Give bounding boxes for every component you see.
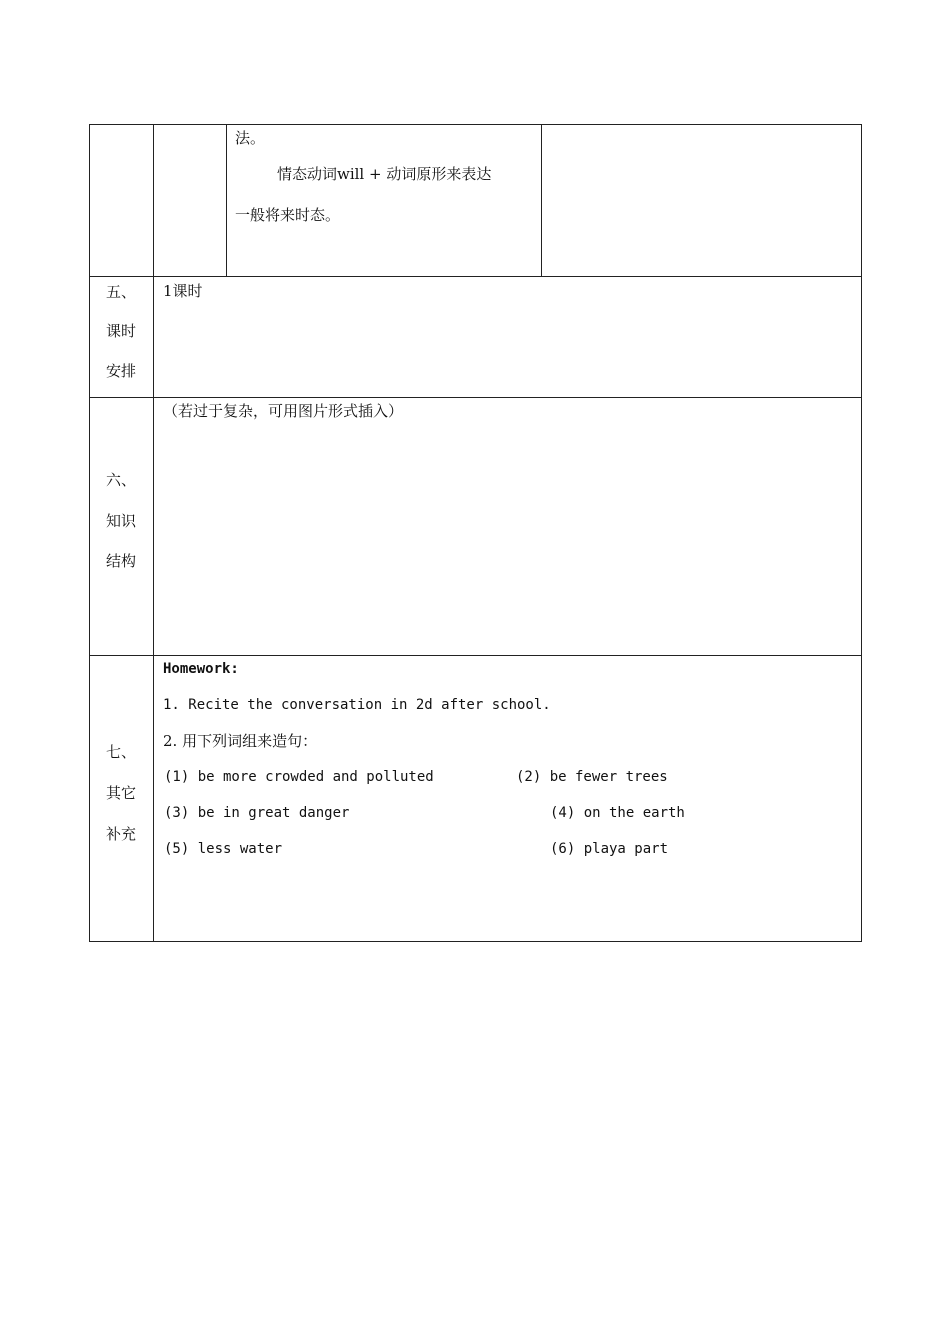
row6-label-1: 六、 — [106, 471, 137, 489]
column-divider-3 — [541, 124, 542, 276]
phrase-2: (2) be fewer trees — [516, 769, 668, 785]
homework-item-1: 1. Recite the conversation in 2d after school. — [163, 697, 551, 713]
method-text-line-3: 一般将来时态。 — [235, 206, 341, 224]
homework-item-2: 2. 用下列词组来造句： — [163, 732, 318, 750]
column-divider-1 — [153, 124, 154, 942]
row7-label-3: 补充 — [106, 825, 137, 843]
phrase-1: (1) be more crowded and polluted — [164, 769, 434, 785]
table-border-right — [861, 124, 862, 942]
table-border-left — [89, 124, 90, 942]
method-text-line-1: 法。 — [235, 129, 266, 147]
phrase-5: (5) less water — [164, 841, 283, 857]
phrase-3: (3) be in great danger — [164, 805, 350, 821]
method-text-line-2: 情态动词will + 动词原形来表达 — [277, 165, 492, 183]
row5-label-3: 安排 — [106, 362, 137, 380]
row-divider-5 — [89, 276, 862, 277]
row6-label-3: 结构 — [106, 552, 137, 570]
phrase-4: (4) on the earth — [550, 805, 685, 821]
knowledge-structure-note: （若过于复杂，可用图片形式插入） — [163, 402, 404, 420]
row5-label-1: 五、 — [106, 283, 137, 301]
column-divider-2 — [226, 124, 227, 276]
row5-label-2: 课时 — [106, 322, 137, 340]
homework-title: Homework: — [163, 661, 239, 677]
table-border-top — [89, 124, 862, 125]
row-divider-7 — [89, 655, 862, 656]
phrase-6: (6) playa part — [550, 841, 669, 857]
row-divider-6 — [89, 397, 862, 398]
row7-label-2: 其它 — [106, 784, 137, 802]
row7-label-1: 七、 — [106, 743, 137, 761]
row6-label-2: 知识 — [106, 512, 137, 530]
class-hours-text: 1课时 — [163, 282, 203, 300]
table-border-bottom — [89, 941, 862, 942]
